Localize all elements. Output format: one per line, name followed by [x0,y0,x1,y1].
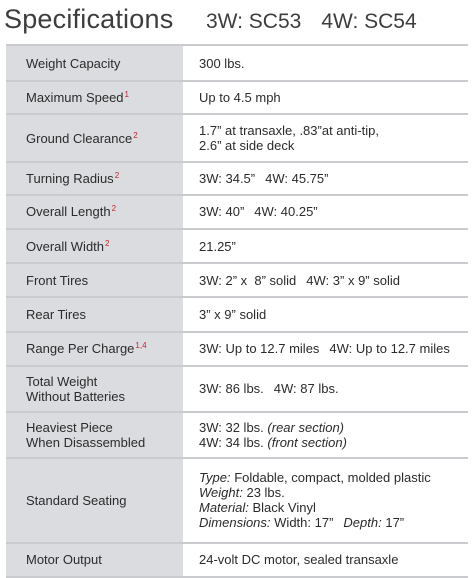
row-value: 3W: 34.5” 4W: 45.75” [183,162,468,195]
row-value: 3W: 2” x 8” solid 4W: 3” x 9” solid [183,263,468,297]
table-row [6,458,468,542]
header [0,0,472,44]
table-row [6,81,468,114]
row-value: 24-volt DC motor, sealed transaxle [183,543,468,577]
model-3w: 3W: SC53 [206,10,302,33]
page-title: Specifications [4,4,174,34]
row-value: Type: Foldable, compact, molded plastic Weight: 23 lbs. Material: Black Vinyl Dimensions: Width: 17” Depth: 17” [183,458,468,542]
table-row [6,412,468,458]
footnote-marker: 1,4 [135,341,147,351]
model-4w: 4W: SC54 [321,10,417,33]
row-value: 3W: 40” 4W: 40.25” [183,195,468,229]
table-row [6,229,468,263]
footnote-marker: 2 [133,130,138,140]
row-label: Maximum Speed$^1$ [6,81,183,114]
table-row [6,195,468,229]
row-value: 21.25” [183,229,468,263]
table-row [6,263,468,297]
row-value: 3W: 86 lbs. 4W: 87 lbs. [183,366,468,412]
spec-table [6,44,468,578]
row-label: Ground Clearance$^2$ [6,114,183,161]
table-row [6,297,468,331]
row-label: Total Weight Without Batteries [6,366,183,412]
footnote-marker: 2 [114,170,120,180]
table-row [6,366,468,412]
row-label: Motor Output [6,543,183,577]
table-row [6,114,468,161]
table-row [6,162,468,195]
row-value: 3” x 9” solid [183,297,468,331]
footnote-marker: 2 [111,204,117,214]
row-value: 3W: Up to 12.7 miles 4W: Up to 12.7 miles [183,332,468,366]
row-value: 1.7” at transaxle, .83”at anti-tip, 2.6” at side deck [183,114,468,161]
row-label: Weight Capacity [6,45,183,81]
row-label: Standard Seating [6,458,183,542]
model-numbers [206,10,417,34]
row-label: Overall Length$^2$ [6,195,183,229]
row-value: Up to 4.5 mph [183,81,468,114]
row-value: 300 lbs. [183,45,468,81]
table-row [6,543,468,577]
row-label: Front Tires [6,263,183,297]
row-label: Rear Tires [6,297,183,331]
table-row [6,332,468,366]
footnote-marker: 2 [105,238,110,248]
row-label: Turning Radius$^2$ [6,162,183,195]
row-label: Overall Width$^2$ [6,229,183,263]
row-label: Heaviest Piece When Disassembled [6,412,183,458]
row-value: 3W: 32 lbs. (rear section) 4W: 34 lbs. (front section) [183,412,468,458]
row-label: Range Per Charge$^{1,4}$ [6,332,183,366]
table-row [6,45,468,81]
footnote-marker: 1 [124,90,129,100]
